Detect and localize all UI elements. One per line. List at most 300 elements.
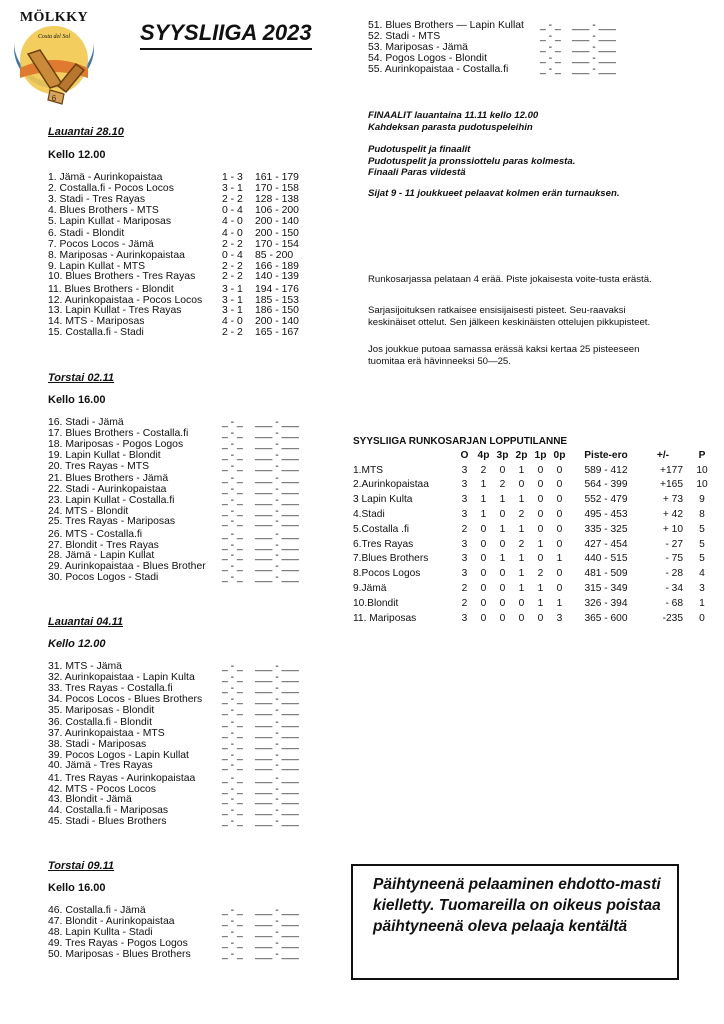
match-points: 185 - 153 — [255, 294, 299, 306]
match-score: _ - _ — [222, 682, 243, 694]
match-teams: 24. MTS - Blondit — [48, 505, 129, 517]
standings-row — [353, 537, 721, 552]
match-score: _ - _ — [222, 738, 243, 750]
match-score: 0 - 4 — [222, 249, 243, 261]
match-points: ___ - ___ — [255, 472, 299, 484]
page-title: SYYSLIIGA 2023 — [140, 20, 312, 50]
standings-cell: 8 — [699, 509, 705, 521]
match-score: _ - _ — [222, 661, 243, 672]
notice-box: Päihtyneenä pelaaminen ehdotto-masti kielletty. Tuomareilla on oikeus poistaa päihtyneenä oleva pelaaja kentältä — [351, 864, 679, 980]
match-points: ___ - ___ — [255, 816, 299, 828]
standings-cell: 1 — [480, 494, 487, 506]
day-heading: Torstai 02.11 — [48, 372, 115, 384]
standings-cell: 427 - 454 — [584, 538, 628, 550]
match-points: 165 - 167 — [255, 327, 299, 339]
standings-cell: 1 — [556, 553, 563, 565]
match-teams: 1. Jämä - Aurinkopaistaa — [48, 172, 163, 183]
standings-cell: 1 — [537, 583, 544, 595]
standings-cell: 2 — [537, 568, 544, 580]
match-score: _ - _ — [222, 926, 243, 938]
match-points: ___ - ___ — [255, 948, 299, 960]
standings-cell: 0 — [518, 597, 525, 609]
standings-cell: 2 — [461, 583, 468, 595]
standings-cell: 1 — [499, 494, 506, 506]
match-score: _ - _ — [222, 472, 243, 484]
match-score: _ - _ — [222, 449, 243, 461]
match-points: ___ - ___ — [255, 572, 299, 584]
match-score: _ - _ — [222, 760, 243, 772]
match-points: 200 - 140 — [255, 316, 299, 328]
standings-cell: 335 - 325 — [584, 523, 628, 535]
time-heading: Kello 12.00 — [48, 149, 106, 161]
match-score: _ - _ — [222, 671, 243, 683]
match-teams: 27. Blondit - Tres Rayas — [48, 539, 159, 551]
match-teams: 44. Costalla.fi - Mariposas — [48, 805, 169, 817]
match-score: _ - _ — [540, 20, 561, 31]
standings-cell: 0 — [499, 597, 506, 609]
standings-cell: 2 — [518, 538, 525, 550]
match-teams: 23. Lapin Kullat - Costalla.fi — [48, 494, 175, 506]
standings-cell: -235 — [662, 612, 683, 624]
team-name: 1.MTS — [353, 464, 384, 476]
standings-cell: 0 — [537, 464, 544, 476]
match-teams: 25. Tres Rayas - Mariposas — [48, 516, 176, 528]
standings-cell: 0 — [518, 479, 525, 491]
match-teams: 42. MTS - Pocos Locos — [48, 783, 156, 795]
standings-cell: 0 — [499, 568, 506, 580]
col-0p: 0p — [553, 449, 566, 461]
match-score: 2 - 2 — [222, 238, 243, 250]
match-points: ___ - ___ — [255, 805, 299, 817]
standings-cell: 564 - 399 — [584, 479, 628, 491]
standings-cell: + 73 — [662, 494, 683, 506]
match-score: _ - _ — [222, 805, 243, 817]
standings-cell: 5 — [699, 553, 705, 565]
standings-cell: 0 — [537, 612, 544, 624]
standings-row — [353, 507, 721, 522]
match-points: ___ - ___ — [255, 772, 299, 784]
match-points: ___ - ___ — [255, 505, 299, 517]
match-points: 200 - 150 — [255, 227, 299, 239]
match-teams: 35. Mariposas - Blondit — [48, 704, 155, 716]
match-teams: 47. Blondit - Aurinkopaistaa — [48, 915, 175, 927]
match-points: ___ - ___ — [255, 438, 299, 450]
standings-cell: 589 - 412 — [584, 464, 628, 476]
match-points: ___ - ___ — [255, 460, 299, 472]
match-points: 170 - 154 — [255, 238, 299, 250]
col-1p: 1p — [534, 449, 547, 461]
standings-cell: 0 — [699, 612, 705, 624]
match-points: ___ - ___ — [572, 42, 616, 53]
match-points: ___ - ___ — [255, 539, 299, 551]
match-score: _ - _ — [222, 438, 243, 450]
match-teams: 55. Aurinkopaistaa - Costalla.fi — [368, 64, 509, 75]
standings-cell: 1 — [518, 494, 525, 506]
match-teams: 43. Blondit - Jämä — [48, 794, 132, 806]
team-name: 6.Tres Rayas — [353, 538, 414, 550]
match-score: 3 - 1 — [222, 305, 243, 317]
standings-cell: 0 — [480, 597, 487, 609]
match-points: 194 - 176 — [255, 283, 299, 295]
match-teams: 37. Aurinkopaistaa - MTS — [48, 727, 165, 739]
standings-cell: 0 — [537, 553, 544, 565]
standings-cell: 0 — [499, 464, 506, 476]
standings-cell: 326 - 394 — [584, 597, 628, 609]
match-teams: 51. Blues Brothers — Lapin Kullat — [368, 20, 524, 31]
standings-cell: 1 — [499, 553, 506, 565]
standings-cell: 3 — [461, 553, 468, 565]
standings-cell: + 42 — [662, 509, 683, 521]
standings-cell: 3 — [461, 568, 468, 580]
match-score: _ - _ — [222, 772, 243, 784]
match-score: _ - _ — [540, 64, 561, 75]
standings-cell: 9 — [699, 494, 705, 506]
match-score: 4 - 0 — [222, 227, 243, 239]
standings-cell: 1 — [518, 583, 525, 595]
match-points: ___ - ___ — [255, 516, 299, 528]
match-score: 4 - 0 — [222, 316, 243, 328]
match-points: ___ - ___ — [255, 905, 299, 916]
time-heading: Kello 12.00 — [48, 638, 106, 650]
match-score: _ - _ — [222, 494, 243, 506]
standings-table — [353, 448, 721, 626]
match-score: _ - _ — [222, 483, 243, 495]
match-points: ___ - ___ — [255, 661, 299, 672]
standings-cell: 10 — [696, 464, 708, 476]
match-points: ___ - ___ — [572, 53, 616, 64]
standings-cell: +165 — [660, 479, 683, 491]
team-name: 2.Aurinkopaistaa — [353, 479, 429, 491]
standings-cell: 0 — [556, 568, 563, 580]
standings-cell: 0 — [556, 479, 563, 491]
match-score: 2 - 2 — [222, 271, 243, 283]
team-name: 3 Lapin Kulta — [353, 494, 413, 506]
finals-text: Sijat 9 - 11 joukkueet pelaavat kolmen erän turnauksen. — [368, 188, 620, 199]
match-score: _ - _ — [222, 539, 243, 551]
match-teams: 8. Mariposas - Aurinkopaistaa — [48, 249, 185, 261]
standings-cell: 2 — [518, 509, 525, 521]
match-teams: 33. Tres Rayas - Costalla.fi — [48, 682, 173, 694]
col-3p: 3p — [496, 449, 509, 461]
match-score: _ - _ — [222, 948, 243, 960]
match-points: ___ - ___ — [255, 693, 299, 705]
match-teams: 14. MTS - Mariposas — [48, 316, 145, 328]
standings-cell: 0 — [556, 464, 563, 476]
match-teams: 54. Pogos Logos - Blondit — [368, 53, 487, 64]
match-teams: 29. Aurinkopaistaa - Blues Brother — [48, 561, 206, 573]
match-score: _ - _ — [222, 704, 243, 716]
match-teams: 13. Lapin Kullat - Tres Rayas — [48, 305, 182, 317]
match-teams: 20. Tres Rayas - MTS — [48, 460, 150, 472]
match-score: _ - _ — [540, 31, 561, 42]
match-points: 166 - 189 — [255, 260, 299, 272]
team-name: 7.Blues Brothers — [353, 553, 429, 565]
standings-row — [353, 478, 721, 493]
match-score: _ - _ — [222, 915, 243, 927]
match-points: ___ - ___ — [255, 783, 299, 795]
match-teams: 39. Pocos Logos - Lapin Kullat — [48, 749, 189, 761]
match-points: ___ - ___ — [572, 31, 616, 42]
standings-cell: 0 — [480, 538, 487, 550]
col-4p: 4p — [477, 449, 490, 461]
match-score: _ - _ — [222, 550, 243, 562]
standings-row — [353, 552, 721, 567]
match-teams: 38. Stadi - Mariposas — [48, 738, 147, 750]
standings-cell: 0 — [480, 612, 487, 624]
standings-cell: - 28 — [665, 568, 683, 580]
standings-cell: 0 — [499, 612, 506, 624]
match-points: ___ - ___ — [255, 926, 299, 938]
logo-title: MÖLKKY — [19, 10, 89, 25]
standings-cell: - 68 — [665, 597, 683, 609]
match-teams: 49. Tres Rayas - Pogos Logos — [48, 937, 188, 949]
day-heading: Lauantai 04.11 — [48, 616, 123, 628]
standings-cell: 1 — [518, 523, 525, 535]
standings-cell: 0 — [480, 583, 487, 595]
standings-cell: 3 — [461, 464, 468, 476]
match-score: _ - _ — [222, 572, 243, 584]
team-name: 5.Costalla .fi — [353, 523, 410, 535]
standings-cell: 0 — [537, 523, 544, 535]
match-score: _ - _ — [222, 727, 243, 739]
match-teams: 41. Tres Rayas - Aurinkopaistaa — [48, 772, 196, 784]
match-teams: 18. Mariposas - Pogos Logos — [48, 438, 184, 450]
match-teams: 19. Lapin Kullat - Blondit — [48, 449, 161, 461]
standings-cell: 3 — [461, 538, 468, 550]
standings-cell: 1 — [556, 597, 563, 609]
match-teams: 26. MTS - Costalla.fi — [48, 528, 143, 540]
finals-text: Pudotuspelit ja finaalit — [368, 144, 471, 155]
match-points: ___ - ___ — [255, 794, 299, 806]
standings-cell: 4 — [699, 568, 705, 580]
team-name: 11. Mariposas — [353, 612, 417, 624]
match-score: _ - _ — [540, 42, 561, 53]
standings-cell: 2 — [499, 479, 506, 491]
match-teams: 46. Costalla.fi - Jämä — [48, 905, 146, 916]
day-heading: Torstai 09.11 — [48, 860, 115, 872]
standings-row — [353, 596, 721, 611]
team-name: 10.Blondit — [353, 597, 399, 609]
standings-cell: 5 — [699, 538, 705, 550]
match-teams: 2. Costalla.fi - Pocos Locos — [48, 182, 174, 194]
standings-row — [353, 522, 721, 537]
standings-cell: 0 — [499, 583, 506, 595]
match-points: ___ - ___ — [255, 427, 299, 439]
team-name: 8.Pocos Logos — [353, 568, 421, 580]
standings-cell: 365 - 600 — [584, 612, 628, 624]
match-points: ___ - ___ — [255, 494, 299, 506]
col-team — [353, 448, 455, 463]
match-points: ___ - ___ — [255, 937, 299, 949]
match-score: _ - _ — [540, 53, 561, 64]
standings-cell: 0 — [537, 509, 544, 521]
match-score: 2 - 2 — [222, 193, 243, 205]
match-teams: 32. Aurinkopaistaa - Lapin Kulta — [48, 671, 195, 683]
standings-cell: 1 — [699, 597, 705, 609]
match-score: _ - _ — [222, 417, 243, 428]
match-teams: 45. Stadi - Blues Brothers — [48, 816, 167, 828]
standings-cell: 1 — [518, 464, 525, 476]
match-score: 4 - 0 — [222, 215, 243, 227]
svg-text:6: 6 — [51, 94, 57, 103]
rule-paragraph: Runkosarjassa pelataan 4 erää. Piste jokaisesta voite-tusta erästä. — [368, 274, 652, 285]
match-teams: 50. Mariposas - Blues Brothers — [48, 948, 191, 960]
match-points: ___ - ___ — [255, 528, 299, 540]
match-teams: 53. Mariposas - Jämä — [368, 42, 468, 53]
match-score: 3 - 1 — [222, 283, 243, 295]
col-played: O — [460, 449, 469, 461]
standings-cell: 0 — [480, 568, 487, 580]
match-points: ___ - ___ — [255, 550, 299, 562]
match-teams: 7. Pocos Locos - Jämä — [48, 238, 154, 250]
match-score: 0 - 4 — [222, 204, 243, 216]
standings-cell: + 10 — [662, 523, 683, 535]
standings-cell: 0 — [499, 538, 506, 550]
match-teams: 11. Blues Brothers - Blondit — [48, 283, 174, 295]
standings-cell: 0 — [480, 553, 487, 565]
standings-cell: 3 — [461, 479, 468, 491]
standings-cell: 315 - 349 — [584, 583, 628, 595]
match-points: ___ - ___ — [255, 561, 299, 573]
match-teams: 40. Jämä - Tres Rayas — [48, 760, 153, 772]
match-score: _ - _ — [222, 505, 243, 517]
match-points: 128 - 138 — [255, 193, 299, 205]
standings-cell: 552 - 479 — [584, 494, 628, 506]
standings-row — [353, 611, 721, 626]
team-name: 4.Stadi — [353, 509, 385, 521]
standings-cell: 3 — [461, 612, 468, 624]
standings-cell: 10 — [696, 479, 708, 491]
standings-cell: 1 — [480, 479, 487, 491]
match-teams: 34. Pocos Locos - Blues Brothers — [48, 693, 203, 705]
standings-cell: - 75 — [665, 553, 683, 565]
match-teams: 36. Costalla.fi - Blondit — [48, 716, 152, 728]
match-points: ___ - ___ — [255, 716, 299, 728]
match-teams: 9. Lapin Kullat - MTS — [48, 260, 146, 272]
standings-cell: 481 - 509 — [584, 568, 628, 580]
col-plus-minus: +/- — [656, 449, 670, 461]
match-points: 161 - 179 — [255, 172, 299, 183]
standings-cell: 0 — [556, 538, 563, 550]
standings-row — [353, 581, 721, 596]
match-points: 140 - 139 — [255, 271, 299, 283]
standings-cell: 1 — [537, 538, 544, 550]
standings-row — [353, 463, 721, 478]
match-points: ___ - ___ — [255, 449, 299, 461]
match-score: 1 - 3 — [222, 172, 243, 183]
match-score: 2 - 2 — [222, 260, 243, 272]
match-score: _ - _ — [222, 561, 243, 573]
standings-cell: 0 — [537, 494, 544, 506]
match-teams: 30. Pocos Logos - Stadi — [48, 572, 159, 584]
standings-cell: 2 — [461, 523, 468, 535]
standings-cell: 1 — [537, 597, 544, 609]
day-heading: Lauantai 28.10 — [48, 126, 124, 138]
standings-cell: 5 — [699, 523, 705, 535]
rule-paragraph: Jos joukkue putoaa samassa erässä kaksi kertaa 25 pisteeseen tuomitaa erä hävinneeksi 50—25. — [368, 344, 640, 367]
match-points: ___ - ___ — [255, 738, 299, 750]
match-teams: 12. Aurinkopaistaa - Pocos Locos — [48, 294, 203, 306]
match-points: ___ - ___ — [572, 20, 616, 31]
standings-cell: 0 — [556, 509, 563, 521]
standings-cell: 3 — [461, 494, 468, 506]
standings-cell: - 27 — [665, 538, 683, 550]
match-score: 3 - 1 — [222, 182, 243, 194]
match-score: _ - _ — [222, 693, 243, 705]
standings-cell: 0 — [499, 509, 506, 521]
finals-text: Finaali Paras viidestä — [368, 167, 466, 178]
match-teams: 17. Blues Brothers - Costalla.fi — [48, 427, 189, 439]
match-score: _ - _ — [222, 427, 243, 439]
standings-cell: - 34 — [665, 583, 683, 595]
match-points: 186 - 150 — [255, 305, 299, 317]
standings-cell: 1 — [480, 509, 487, 521]
match-score: _ - _ — [222, 905, 243, 916]
standings-cell: 0 — [518, 612, 525, 624]
match-teams: 16. Stadi - Jämä — [48, 417, 124, 428]
match-score: _ - _ — [222, 460, 243, 472]
standings-cell: 1 — [499, 523, 506, 535]
match-teams: 3. Stadi - Tres Rayas — [48, 193, 146, 205]
finals-heading: FINAALIT lauantaina 11.11 kello 12.00 — [368, 110, 539, 121]
match-score: 2 - 2 — [222, 327, 243, 339]
match-score: 3 - 1 — [222, 294, 243, 306]
match-points: ___ - ___ — [255, 704, 299, 716]
match-teams: 5. Lapin Kullat - Mariposas — [48, 215, 172, 227]
match-points: ___ - ___ — [255, 483, 299, 495]
match-points: ___ - ___ — [255, 417, 299, 428]
match-points: ___ - ___ — [255, 682, 299, 694]
match-teams: 22. Stadi - Aurinkopaistaa — [48, 483, 167, 495]
match-points: ___ - ___ — [255, 760, 299, 772]
standings-cell: 0 — [537, 479, 544, 491]
standings-cell: 3 — [461, 509, 468, 521]
standings-cell: 2 — [480, 464, 487, 476]
col-points: P — [698, 449, 706, 461]
finals-text: Pudotuspelit ja pronssiottelu paras kolmesta. — [368, 156, 576, 167]
match-teams: 21. Blues Brothers - Jämä — [48, 472, 169, 484]
match-points: ___ - ___ — [255, 915, 299, 927]
standings-cell: 2 — [461, 597, 468, 609]
standings-cell: 3 — [699, 583, 705, 595]
finals-text: Kahdeksan parasta pudotuspeleihin — [368, 122, 533, 133]
standings-header-row — [353, 448, 721, 463]
match-teams: 4. Blues Brothers - MTS — [48, 204, 159, 216]
standings-cell: 0 — [556, 494, 563, 506]
standings-cell: 0 — [556, 583, 563, 595]
match-score: _ - _ — [222, 816, 243, 828]
col-point-diff: Piste-ero — [584, 449, 628, 461]
standings-cell: 0 — [556, 523, 563, 535]
standings-row — [353, 566, 721, 581]
match-score: _ - _ — [222, 716, 243, 728]
rule-paragraph: Sarjasijoituksen ratkaisee ensisijaisesti pisteet. Seu-raavaksi keskinäiset ottelut. Sen jälkeen keskinäisten ottelujen pikkupisteet. — [368, 305, 651, 328]
match-teams: 15. Costalla.fi - Stadi — [48, 327, 144, 339]
match-teams: 6. Stadi - Blondit — [48, 227, 125, 239]
standings-row — [353, 492, 721, 507]
match-points: ___ - ___ — [255, 749, 299, 761]
match-score: _ - _ — [222, 783, 243, 795]
match-score: _ - _ — [222, 749, 243, 761]
team-name: 9.Jämä — [353, 583, 387, 595]
match-score: _ - _ — [222, 528, 243, 540]
time-heading: Kello 16.00 — [48, 394, 106, 406]
match-points: 170 - 158 — [255, 182, 299, 194]
match-score: _ - _ — [222, 516, 243, 528]
standings-cell: 440 - 515 — [584, 553, 628, 565]
standings-cell: +177 — [660, 464, 683, 476]
standings-title: SYYSLIIGA RUNKOSARJAN LOPPUTILANNE — [353, 436, 568, 447]
